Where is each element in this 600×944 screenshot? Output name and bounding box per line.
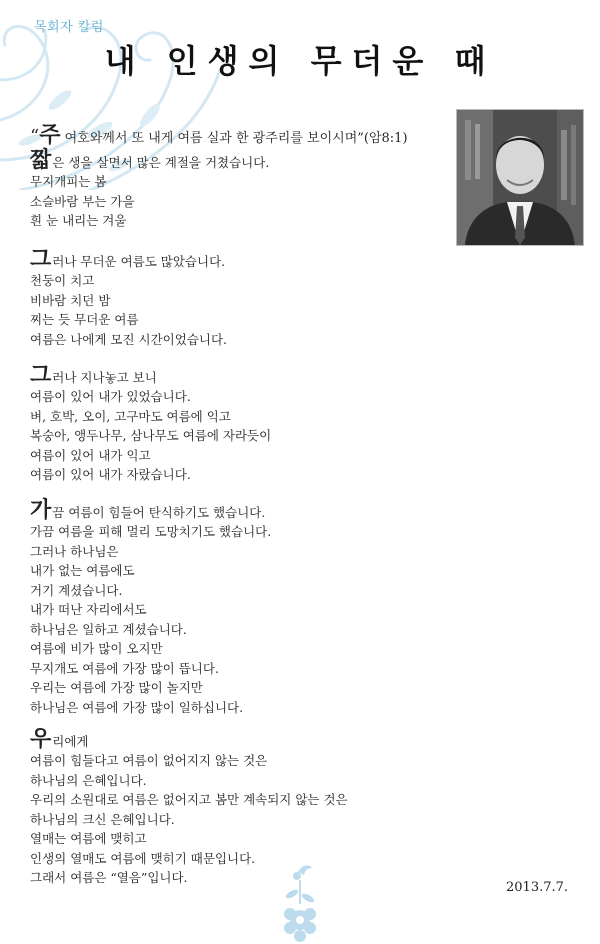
stanza-line: 하나님은 일하고 계셨습니다. [30,621,187,637]
stanza [30,363,271,485]
stanza-line: 하나님의 은혜입니다. [30,772,147,788]
stanza [30,148,269,231]
stanza-line: 여름이 있어 내가 있었습니다. [30,389,191,404]
page-title: 내 인생의 무더운 때 [104,42,496,80]
verse-text: 여호와께서 또 내게 여름 실과 한 광주리를 보이시며”(암8:1) [60,131,408,146]
stanza-line: 찌는 듯 무더운 여름 [30,312,139,327]
stanza-line: 우리는 여름에 가장 많이 놀지만 [30,680,203,695]
stanza-line: 내가 떠난 자리에서도 [30,602,147,617]
verse-lead-letter: 주 [39,123,61,148]
line-text: 러나 지나놓고 보니 [52,370,157,385]
stanza-line: 하나님은 여름에 가장 많이 일하십니다. [30,699,244,715]
drop-cap: 그 [30,363,52,388]
stanza-line: 여름이 있어 내가 자랐습니다. [30,467,191,482]
stanza-line: 소슬바람 부는 가을 [30,193,135,209]
stanza-first-line [30,363,271,387]
stanza-line: 거기 계셨습니다. [30,582,123,598]
stanza-first-line [30,247,227,271]
stanza-first-line [30,148,269,172]
stanza [30,247,227,349]
stanza-line: 벼, 호박, 오이, 고구마도 여름에 익고 [30,408,231,424]
stanza-line: 여름은 나에게 모진 시간이었습니다. [30,331,228,347]
author-photo [456,109,584,246]
stanza-first-line [30,498,271,522]
line-text: 은 생을 살면서 많은 계절을 거쳤습니다. [52,155,270,170]
stanza [30,498,271,717]
stanza-line: 그러나 하나님은 [30,543,119,559]
line-text: 리에게 [52,734,89,749]
bird-flower-icon [276,858,326,944]
open-quote: “ [30,126,40,147]
stanza-line: 무지개피는 봄 [30,174,107,189]
line-text: 러나 무더운 여름도 많았습니다. [52,254,226,269]
drop-cap: 우 [30,727,52,752]
column-date: 2013.7.7. [506,880,569,895]
stanza-line: 여름이 있어 내가 익고 [30,447,151,463]
drop-cap: 짧 [30,148,52,173]
stanza-line: 그래서 여름은 “열음”입니다. [30,870,188,885]
stanza-first-line [30,727,348,751]
drop-cap: 가 [30,498,52,523]
stanza-line: 하나님의 크신 은혜입니다. [30,811,175,827]
stanza-line: 여름이 힘들다고 여름이 없어지지 않는 것은 [30,753,268,768]
drop-cap: 그 [30,247,52,272]
stanza-line: 비바람 치던 밤 [30,292,111,308]
stanza-line: 여름에 비가 많이 오지만 [30,641,163,656]
scripture-verse [30,118,408,149]
column-label: 목회자 칼럼 [34,20,104,35]
stanza-line: 흰 눈 내리는 겨울 [30,213,127,228]
line-text: 끔 여름이 힘들어 탄식하기도 했습니다. [52,505,266,520]
stanza-line: 내가 없는 여름에도 [30,563,135,578]
stanza-line: 가끔 여름을 피해 멀리 도망치기도 했습니다. [30,524,272,539]
stanza-line: 우리의 소원대로 여름은 없어지고 봄만 계속되지 않는 것은 [30,792,348,807]
stanza-line: 복숭아, 앵두나무, 삼나무도 여름에 자라듯이 [30,428,272,443]
stanza-line: 인생의 열매도 여름에 맺히기 때문입니다. [30,850,256,866]
stanza-line: 열매는 여름에 맺히고 [30,831,147,846]
stanza-line: 천둥이 치고 [30,273,95,288]
stanza-line: 무지개도 여름에 가장 많이 뜹니다. [30,660,219,676]
